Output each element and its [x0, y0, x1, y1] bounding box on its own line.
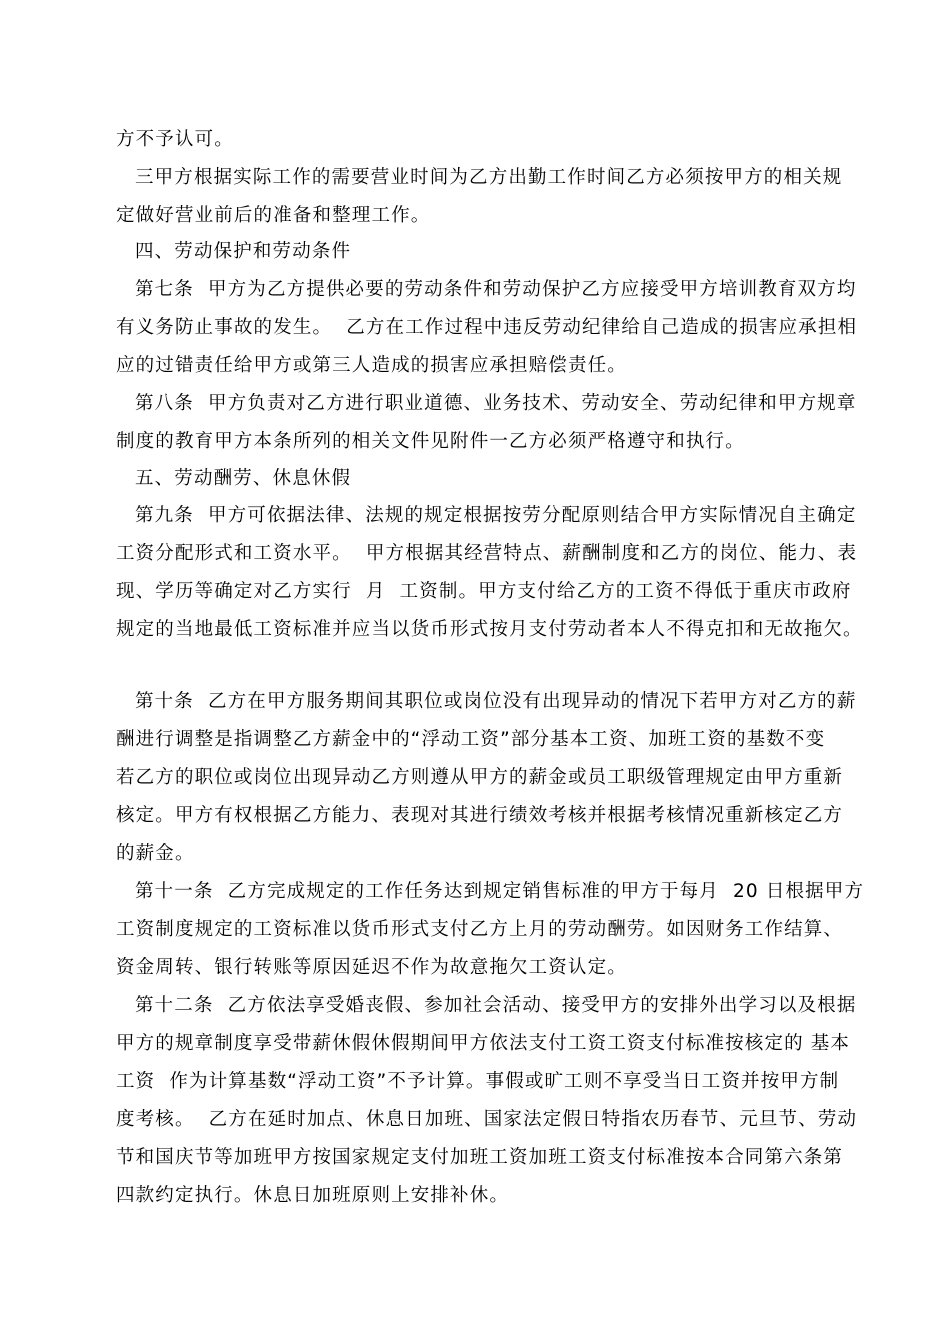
text-line: 有义务防止事故的发生。 乙方在工作过程中违反劳动纪律给自己造成的损害应承担相 [116, 317, 858, 338]
text-line: 第八条 甲方负责对乙方进行职业道德、业务技术、劳动安全、劳动纪律和甲方规章 [135, 393, 857, 414]
text-line: 方不予认可。 [116, 129, 234, 150]
text-line: 酬进行调整是指调整乙方薪金中的“浮动工资”部分基本工资、加班工资的基数不变 [116, 729, 826, 750]
text-line: 核定。甲方有权根据乙方能力、表现对其进行绩效考核并根据考核情况重新核定乙方 [116, 805, 844, 826]
text-line: 现、学历等确定对乙方实行 月 工资制。甲方支付给乙方的工资不得低于重庆市政府 [116, 581, 852, 602]
text-line: 甲方的规章制度享受带薪休假休假期间甲方依法支付工资工资支付标准按核定的 基本 [116, 1033, 851, 1054]
text-line: 应的过错责任给甲方或第三人造成的损害应承担赔偿责任。 [116, 355, 627, 376]
text-line: 节和国庆节等加班甲方按国家规定支付加班工资加班工资支付标准按本合同第六条第 [116, 1147, 844, 1168]
section-heading: 五、劳动酬劳、休息休假 [135, 468, 352, 489]
text-line: 第十二条 乙方依法享受婚丧假、参加社会活动、接受甲方的安排外出学习以及根据 [135, 995, 857, 1016]
text-line: 定做好营业前后的准备和整理工作。 [116, 205, 431, 226]
text-line: 第十条 乙方在甲方服务期间其职位或岗位没有出现异动的情况下若甲方对乙方的薪 [135, 691, 857, 712]
text-line: 规定的当地最低工资标准并应当以货币形式按月支付劳动者本人不得克扣和无故拖欠。 [116, 619, 863, 640]
text-line: 第九条 甲方可依据法律、法规的规定根据按劳分配原则结合甲方实际情况自主确定 [135, 505, 857, 526]
text-line: 工资分配形式和工资水平。 甲方根据其经营特点、薪酬制度和乙方的岗位、能力、表 [116, 543, 858, 564]
section-heading: 四、劳动保护和劳动条件 [135, 241, 352, 262]
text-line: 工资 作为计算基数“浮动工资”不予计算。事假或旷工则不享受当日工资并按甲方制 [116, 1071, 840, 1092]
text-line: 的薪金。 [116, 843, 195, 864]
text-line: 第七条 甲方为乙方提供必要的劳动条件和劳动保护乙方应接受甲方培训教育双方均 [135, 279, 857, 300]
text-line: 制度的教育甲方本条所列的相关文件见附件一乙方必须严格遵守和执行。 [116, 431, 745, 452]
text-line: 资金周转、银行转账等原因延迟不作为故意拖欠工资认定。 [116, 957, 627, 978]
text-line: 四款约定执行。休息日加班原则上安排补休。 [116, 1185, 510, 1206]
text-line: 三甲方根据实际工作的需要营业时间为乙方出勤工作时间乙方必须按甲方的相关规 [135, 167, 843, 188]
text-line: 若乙方的职位或岗位出现异动乙方则遵从甲方的薪金或员工职级管理规定由甲方重新 [116, 767, 844, 788]
text-line: 度考核。 乙方在延时加点、休息日加班、国家法定假日特指农历春节、元旦节、劳动 [116, 1109, 858, 1130]
text-line: 第十一条 乙方完成规定的工作任务达到规定销售标准的甲方于每月 20 日根据甲方 [135, 881, 865, 902]
text-line: 工资制度规定的工资标准以货币形式支付乙方上月的劳动酬劳。如因财务工作结算、 [116, 919, 844, 940]
